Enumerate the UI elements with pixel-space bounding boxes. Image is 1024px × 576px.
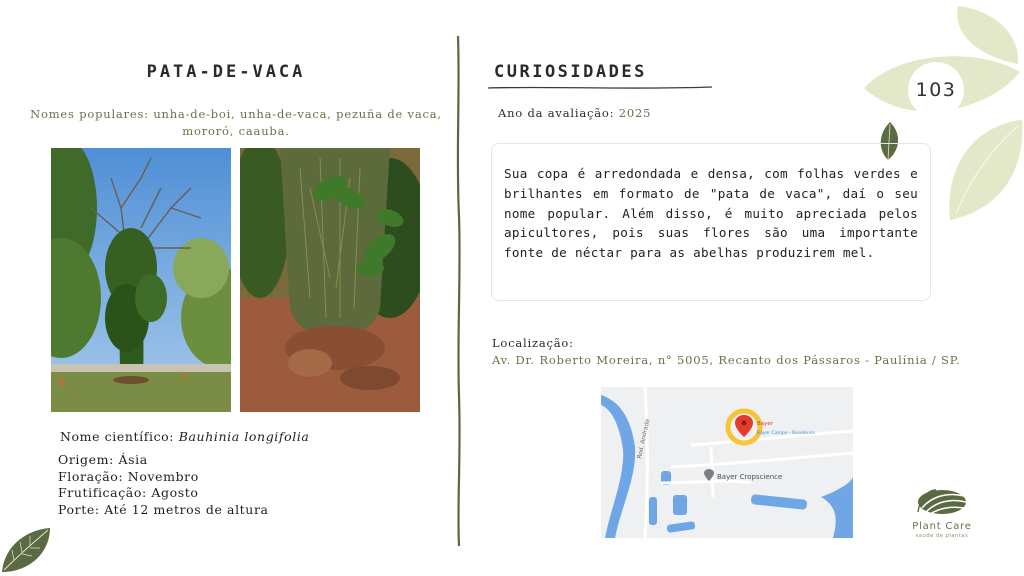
fact-size: Porte: Até 12 metros de altura [58,501,269,517]
title-underline [488,84,712,92]
plant-facts [58,452,269,518]
evaluation-year [498,106,651,120]
year-value: 2025 [618,106,652,120]
scientific-name: Bauhinia longifolia [178,429,310,444]
trunk-photo [240,148,420,412]
map-pin-label: Bayer [757,421,774,427]
decorative-leaf-bottom-left [0,524,56,576]
scientific-name-line [60,429,310,444]
location-map[interactable] [601,387,853,538]
description-card [491,143,931,301]
logo-name: Plant Care [912,521,972,532]
page-number: 103 [915,79,957,101]
description-text: Sua copa é arredondada e densa, com folhas verdes e brilhantes em formato de "pata de vaca", daí o seu nome popular. Além disso, é muito apreciada pelos apicultores, pois suas flores são uma importante fonte de néctar para as abelhas produzirem mel. [504,166,918,261]
plant-title: PATA-DE-VACA [146,62,306,82]
page-number-badge [908,62,964,118]
place-label: Bayer Cropscience [717,473,783,481]
fact-flowering: Floração: Novembro [58,468,199,484]
location-address: Av. Dr. Roberto Moreira, n° 5005, Recanto dos Pássaros - Paulínia / SP. [492,353,961,367]
location-label: Localização: [492,336,574,350]
column-divider [452,36,466,546]
map-pin-sublabel: Bayer Campo - Residence [757,431,815,436]
fact-origin: Origem: Ásia [58,452,148,467]
logo-tagline: saude de plantas [915,533,969,539]
fact-fruiting: Frutificação: Agosto [58,485,199,500]
scientific-label: Nome científico: [60,429,175,444]
popular-names: Nomes populares: unha-de-boi, unha-de-vaca, pezuña de vaca, mororó, caauba. [30,107,442,138]
year-label: Ano da avaliação: [498,106,615,120]
curiosities-title: CURIOSIDADES [494,62,647,82]
road-label: Rod. Andrade [636,418,652,460]
tree-photo [51,148,231,412]
